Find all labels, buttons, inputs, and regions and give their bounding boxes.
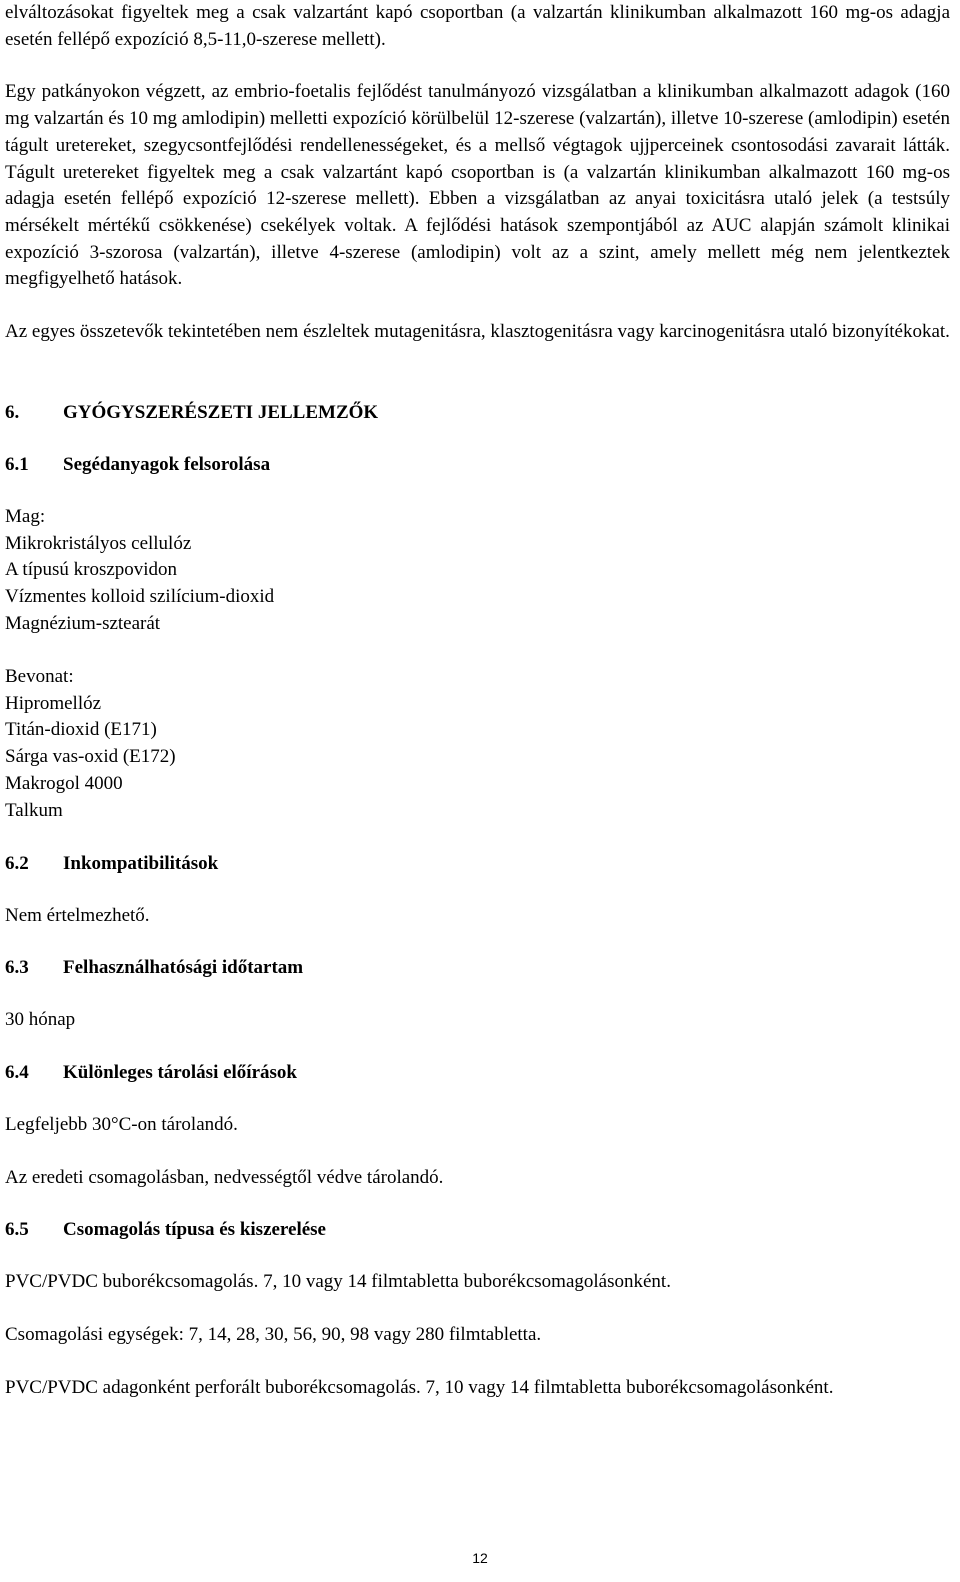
section-6-heading — [5, 400, 950, 426]
section-title: Felhasználhatósági időtartam — [63, 957, 304, 979]
list-item: Sárga vas-oxid (E172) — [5, 746, 176, 768]
section-number: 6.2 — [5, 852, 29, 874]
document-page — [5, 0, 950, 1401]
packaging-text-2: Csomagolási egységek: 7, 14, 28, 30, 56, 90, 98 vagy 280 filmtabletta. — [5, 1324, 542, 1346]
section-title: Segédanyagok felsorolása — [63, 453, 271, 475]
coating-label: Bevonat: — [5, 665, 74, 687]
page-number: 12 — [472, 1550, 488, 1566]
packaging-text-3: PVC/PVDC adagonként perforált buborékcsomagolás. 7, 10 vagy 14 filmtabletta buborékcsomagolásonként. — [5, 1376, 834, 1398]
storage-temperature-text: Legfeljebb 30°C-on tárolandó. — [5, 1113, 238, 1135]
core-label: Mag: — [5, 505, 46, 527]
list-item: Hipromellóz — [5, 692, 102, 714]
paragraph-toxicity-continued: elváltozásokat figyeltek meg a csak valzartánt kapó csoportban (a valzartán klinikumban alkalmazott 160 mg-os adagja esetén fellépő expozíció 8,5-11,0-szerese mellett). — [5, 2, 950, 50]
paragraph-mutagenicity: Az egyes összetevők tekintetében nem észleltek mutagenitásra, klasztogenitásra vagy karcinogenitásra utaló bizonyítékokat. — [5, 321, 950, 343]
section-6-2-heading — [5, 851, 950, 877]
list-item: Vízmentes kolloid szilícium-dioxid — [5, 586, 275, 608]
section-number: 6.4 — [5, 1061, 29, 1083]
list-item: A típusú kroszpovidon — [5, 559, 178, 581]
list-item: Makrogol 4000 — [5, 772, 123, 794]
section-number: 6.3 — [5, 957, 29, 979]
section-6-4-heading — [5, 1060, 950, 1086]
section-6-3-heading — [5, 955, 950, 981]
section-title: GYÓGYSZERÉSZETI JELLEMZŐK — [63, 401, 379, 423]
list-item: Mikrokristályos cellulóz — [5, 532, 192, 554]
packaging-text-1: PVC/PVDC buborékcsomagolás. 7, 10 vagy 14 filmtabletta buborékcsomagolásonként. — [5, 1271, 671, 1293]
storage-moisture-text: Az eredeti csomagolásban, nedvességtől védve tárolandó. — [5, 1166, 444, 1188]
section-6-1-heading — [5, 452, 950, 478]
list-item: Magnézium-sztearát — [5, 612, 161, 634]
paragraph-rat-study: Egy patkányokon végzett, az embrio-foetalis fejlődést tanulmányozó vizsgálatban a klinikumban alkalmazott adagok (160 mg valzartán és 10 mg amlodipin) melletti expozíció körülbelül 12-szerese (valzartán), illetve 10-szerese (amlodipin) esetén tágult uretereket, szegycsontfejlődési rendellenességeket, és a mellső végtagok ujjperceinek csontosodási zavarait látták. Tágult uretereket figyeltek meg a csak valzartánt kapó csoportban is (a valzartán klinikumban alkalmazott 160 mg-os adagja esetén fellépő expozíció 12-szerese mellett). Ebben a vizsgálatban az anyai toxicitásra utaló jelek (a testsúly mérsékelt mértékű csökkenése) csekélyek voltak. A fejlődési hatások szempontjából az AUC alapján számolt klinikai expozíció 3-szorosa (valzartán), illetve 4-szerese (amlodipin) volt az a szint, amely mellett még nem jelentkeztek megfigyelhető hatások. — [5, 81, 950, 290]
list-item: Titán-dioxid (E171) — [5, 719, 157, 741]
shelf-life-text: 30 hónap — [5, 1009, 76, 1031]
section-title: Csomagolás típusa és kiszerelése — [63, 1219, 326, 1241]
section-number: 6.1 — [5, 453, 29, 475]
section-number: 6. — [5, 401, 20, 423]
list-item: Talkum — [5, 799, 63, 821]
excipient-list — [5, 504, 950, 825]
section-title: Inkompatibilitások — [63, 852, 219, 874]
section-title: Különleges tárolási előírások — [63, 1061, 297, 1083]
section-number: 6.5 — [5, 1219, 29, 1241]
incompatibilities-text: Nem értelmezhető. — [5, 904, 150, 926]
section-6-5-heading — [5, 1217, 950, 1243]
